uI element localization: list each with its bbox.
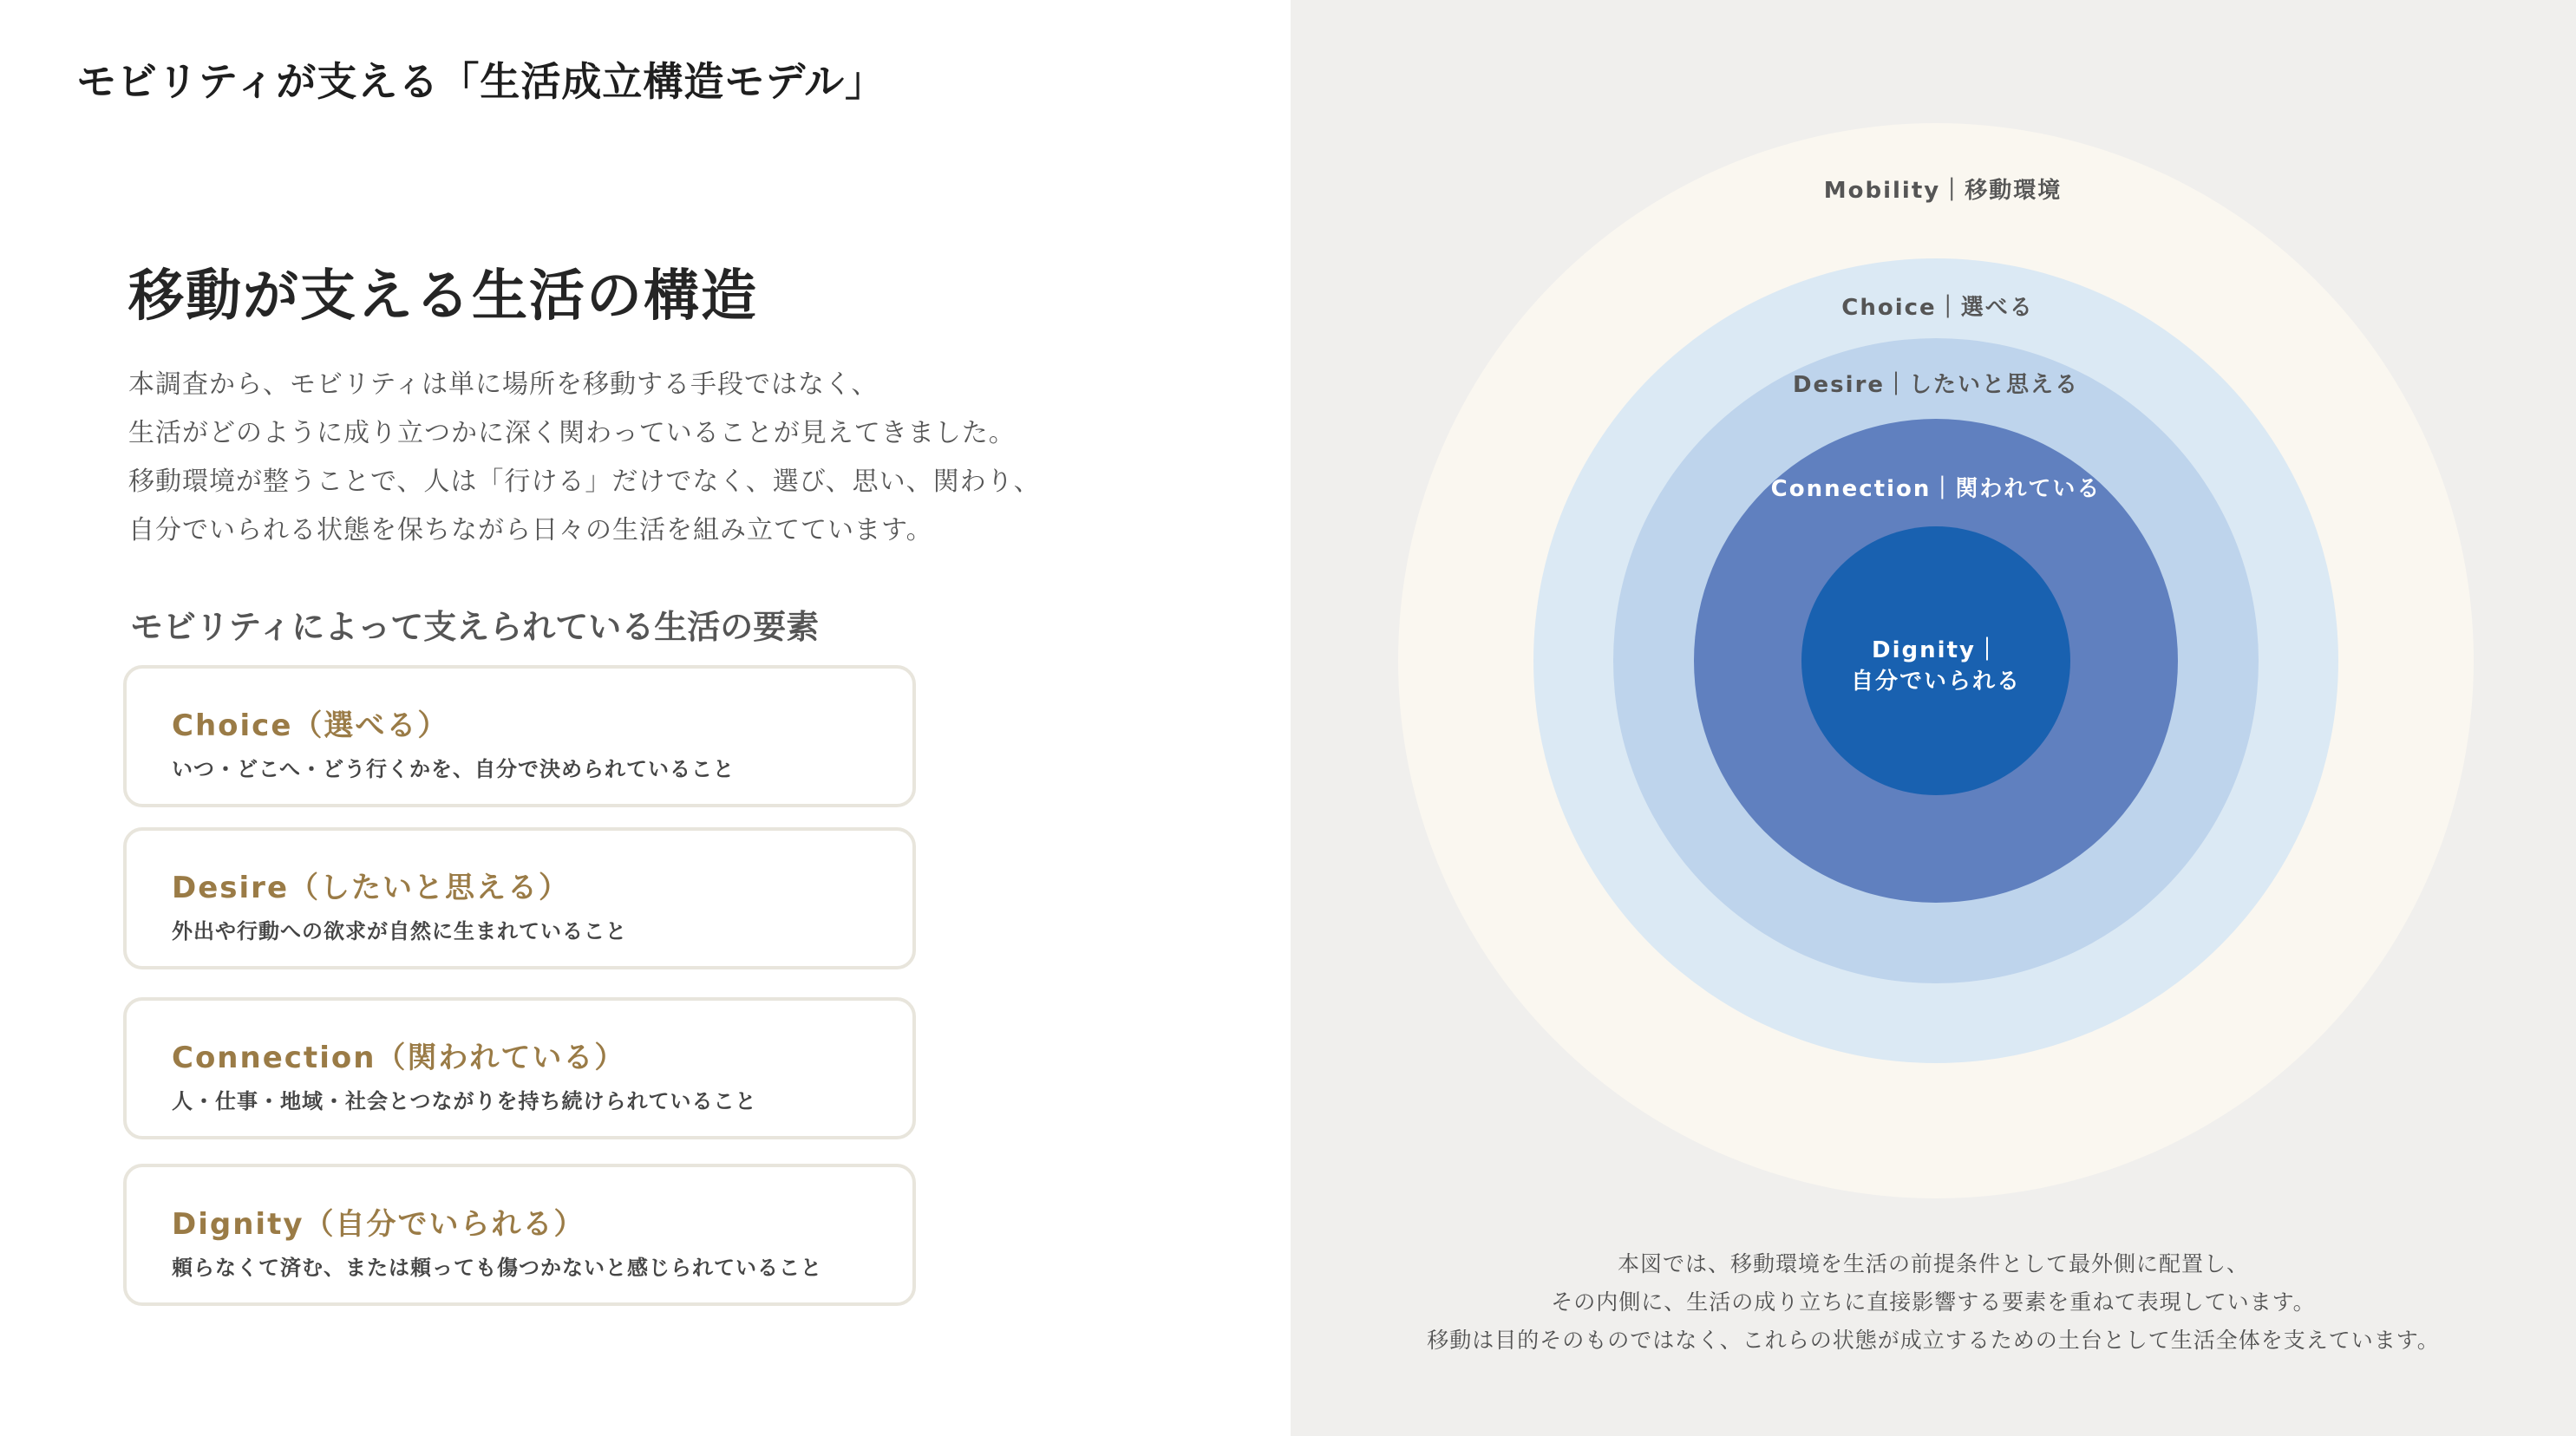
elements-heading: モビリティによって支えられている生活の要素 (130, 608, 820, 646)
diagram-caption (1291, 1245, 2576, 1360)
card-description: 人・仕事・地域・社会とつながりを持ち続けられていること (172, 1089, 757, 1113)
intro-line: 生活がどのように成り立つかに深く関わっていることが見えてきました。 (128, 418, 1016, 448)
card-description: 外出や行動への欲求が自然に生まれていること (172, 919, 627, 943)
intro-line: 本調査から、モビリティは単に場所を移動する手段ではなく、 (128, 369, 879, 400)
ring-label-choice: Choice｜選べる (1841, 295, 2034, 321)
caption-line: 本図では、移動環境を生活の前提条件として最外側に配置し、 (1617, 1251, 2249, 1276)
caption-line: その内側に、生活の成り立ちに直接影響する要素を重ねて表現しています。 (1551, 1289, 2316, 1315)
section-heading: 移動が支える生活の構造 (128, 264, 758, 329)
caption-line: 移動は目的そのものではなく、これらの状態が成立するための土台として生活全体を支えています。 (1427, 1328, 2440, 1353)
card-title: Desire（したいと思える） (172, 871, 571, 905)
card-title: Connection（関われている） (172, 1041, 626, 1075)
card-description: 頼らなくて済む、または頼っても傷つかないと感じられていること (172, 1256, 822, 1280)
card-title: Choice（選べる） (172, 708, 449, 743)
intro-line: 自分でいられる状態を保ちながら日々の生活を組み立てています。 (128, 515, 933, 545)
core-label-english: Dignity｜ (1872, 637, 2000, 663)
card-title: Dignity（自分でいられる） (172, 1207, 585, 1242)
page-title: モビリティが支える「生活成立構造モデル」 (76, 58, 886, 105)
ring-label-mobility: Mobility｜移動環境 (1823, 178, 2063, 204)
core-label-japanese: 自分でいられる (1850, 669, 2022, 695)
card-description: いつ・どこへ・どう行くかを、自分で決められていること (172, 757, 736, 781)
ring-label-connection: Connection｜関われている (1770, 476, 2102, 502)
ring-label-desire: Desire｜したいと思える (1792, 372, 2080, 398)
intro-line: 移動環境が整うことで、人は「行ける」だけでなく、選び、思い、関わり、 (128, 467, 1041, 497)
